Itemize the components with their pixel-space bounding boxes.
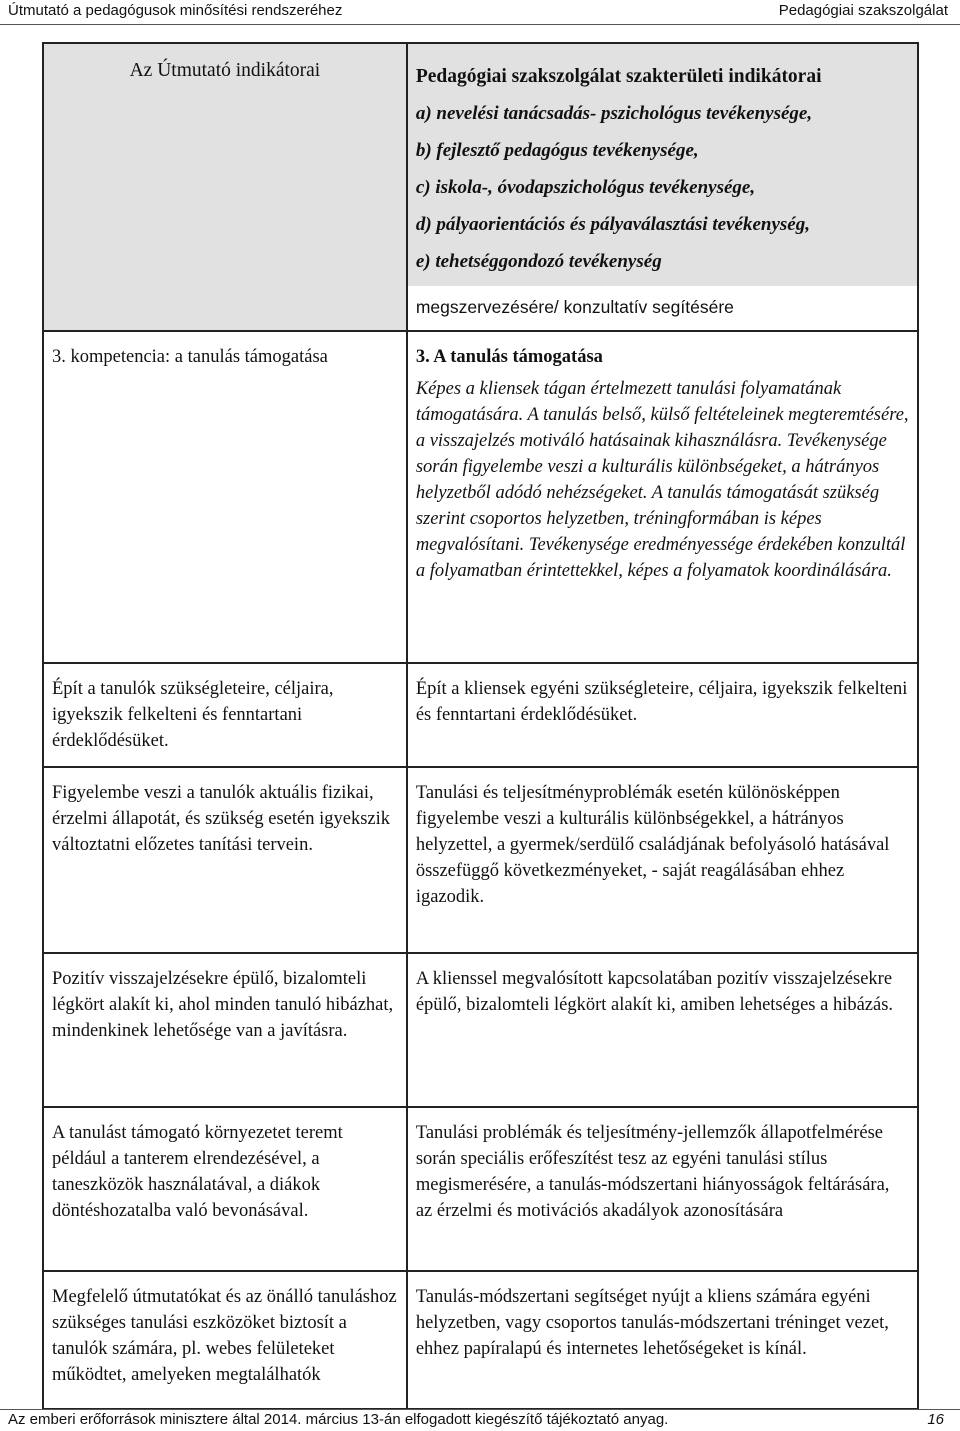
table-row xyxy=(43,953,918,1107)
footer-note: Az emberi erőforrások minisztere által 2014. március 13-án elfogadott kiegészítő tájékoztató anyag. xyxy=(8,1411,669,1428)
page-header xyxy=(0,0,960,26)
row-right-cell: Tanulási problémák és teljesítmény-jellemzők állapotfelmérése során speciális erőfeszítést tesz az egyéni tanulási stílus megismerésére, a tanulás-módszertani hiányosságok feltárására, az érzelmi és motivációs akadályok azonosítására xyxy=(407,1107,918,1271)
table-row xyxy=(43,1271,918,1409)
header-right-suffix: megszervezésére/ konzultatív segítésére xyxy=(415,297,734,317)
header-right-title: Pedagógiai szakszolgálat szakterületi indikátorai xyxy=(415,66,822,87)
header-document-title: Útmutató a pedagógusok minősítési rendszeréhez xyxy=(8,2,343,19)
competence-description: Képes a kliensek tágan értelmezett tanulási folyamatának támogatására. A tanulás belső, külső feltételeinek megteremtésére, a visszajelzés motiváló hatásainak kihasználásra. Tevékenysége során figyelembe veszi a kulturális különbségeket, a hátrányos helyzetből adódó nehézségeket. A tanulás támogatását szükség szerint csoportos helyzetben, tréningformában is képes megvalósítani. Tevékenysége eredményessége érdekében konzultál a folyamatban érintettekkel, képes a folyamatok koordinálására. xyxy=(415,379,909,581)
competence-title-left: 3. kompetencia: a tanulás támogatása xyxy=(52,347,328,367)
row-left-cell: Épít a tanulók szükségleteire, céljaira, igyekszik felkelteni és fenntartani érdeklődésüket. xyxy=(43,663,407,767)
row-left-cell: Figyelembe veszi a tanulók aktuális fizikai, érzelmi állapotát, és szükség esetén igyekszik változtatni előzetes tanítási tervein. xyxy=(43,767,407,953)
competence-cell-right xyxy=(407,331,918,663)
header-right-shaded xyxy=(408,44,917,286)
indicator-table xyxy=(42,42,919,1410)
row-left-cell: A tanulást támogató környezetet teremt például a tanterem elrendezésével, a taneszközök használatával, a diákok döntéshozatalba való bevonásával. xyxy=(43,1107,407,1271)
table-row xyxy=(43,663,918,767)
table-row xyxy=(43,767,918,953)
footer-divider xyxy=(0,1409,960,1410)
row-left-cell: Megfelelő útmutatókat és az önálló tanuláshoz szükséges tanulási eszközöket biztosít a tanulók számára, pl. webes felületeket működtet, amelyeken megtalálhatók xyxy=(43,1271,407,1409)
page-footer xyxy=(0,1408,960,1431)
row-right-cell: Tanulás-módszertani segítséget nyújt a kliens számára egyéni helyzetben, vagy csoportos tanulás-módszertani tréninget vezet, ehhez papíralapú és internetes lehetőségeket is kínál. xyxy=(407,1271,918,1409)
indicator-item: c) iskola-, óvodapszichológus tevékenysége, xyxy=(415,177,756,198)
indicator-item: e) tehetséggondozó tevékenység xyxy=(415,251,662,272)
indicator-item: a) nevelési tanácsadás- pszichológus tevékenysége, xyxy=(415,103,813,124)
header-cell-right xyxy=(407,43,918,331)
competence-cell-left xyxy=(43,331,407,663)
header-left-title: Az Útmutató indikátorai xyxy=(129,60,321,81)
page-number: 16 xyxy=(927,1411,944,1428)
row-right-cell: Épít a kliensek egyéni szükségleteire, céljaira, igyekszik felkelteni és fenntartani érdeklődésüket. xyxy=(407,663,918,767)
competence-row xyxy=(43,331,918,663)
table-row xyxy=(43,1107,918,1271)
competence-title-right: 3. A tanulás támogatása xyxy=(415,347,603,367)
table-header-row xyxy=(43,43,918,331)
header-divider xyxy=(0,24,960,25)
row-left-cell: Pozitív visszajelzésekre épülő, bizalomteli légkört alakít ki, ahol minden tanuló hibázhat, mindenkinek lehetősége van a javításra. xyxy=(43,953,407,1107)
row-right-cell: Tanulási és teljesítményproblémák esetén különösképpen figyelembe veszi a kulturális különbségekkel, a hátrányos helyzettel, a gyermek/serdülő családjának befolyásoló hatásával összefüggő következményeket, - saját reagálásában ehhez igazodik. xyxy=(407,767,918,953)
indicator-item: d) pályaorientációs és pályaválasztási tevékenység, xyxy=(415,214,810,235)
header-section-title: Pedagógiai szakszolgálat xyxy=(778,2,948,19)
header-cell-left xyxy=(43,43,407,331)
indicator-item: b) fejlesztő pedagógus tevékenysége, xyxy=(415,140,699,161)
row-right-cell: A klienssel megvalósított kapcsolatában pozitív visszajelzésekre épülő, bizalomteli légkört alakít ki, amiben lehetséges a hibázás. xyxy=(407,953,918,1107)
